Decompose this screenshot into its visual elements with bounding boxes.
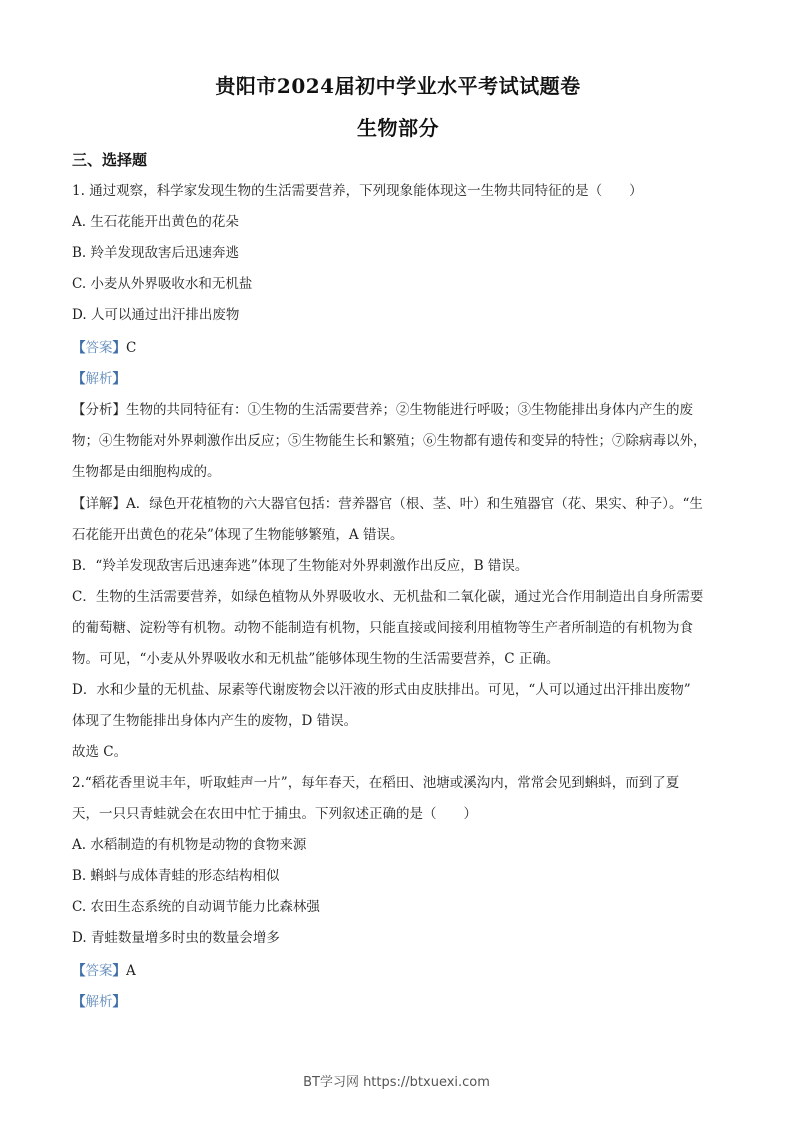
option-key: A. xyxy=(72,214,87,230)
option-key: D. xyxy=(72,307,87,323)
option-key: B. xyxy=(72,868,87,884)
option-key: C. xyxy=(72,899,87,915)
option-text: 生石花能开出黄色的花朵 xyxy=(90,214,239,230)
option-key: B. xyxy=(72,245,87,261)
section-heading: 三、选择题 xyxy=(72,151,148,169)
answer-label: 【答案】 xyxy=(72,340,126,356)
xiangjie-line-5: 的葡萄糖、淀粉等有机物。动物不能制造有机物，只能直接或间接利用植物等生产者所制造的有机物为食 xyxy=(72,620,693,636)
option-text: 农田生态系统的自动调节能力比森林强 xyxy=(90,899,320,915)
answer-label: 【答案】 xyxy=(72,963,126,979)
question-text: 通过观察，科学家发现生物的生活需要营养，下列现象能体现这一生物共同特征的是（ ） xyxy=(89,183,643,199)
xiangjie-line-2: 石花能开出黄色的花朵”体现了生物能够繁殖，A 错误。 xyxy=(72,527,404,543)
xiangjie-line-8: 体现了生物能排出身体内产生的废物，D 错误。 xyxy=(72,713,358,729)
option-key: C. xyxy=(72,276,87,292)
question-1-option-d xyxy=(72,305,239,325)
question-2-option-c xyxy=(72,897,320,917)
question-2-option-b xyxy=(72,866,280,886)
question-1-option-b xyxy=(72,243,239,263)
xiangjie-line-4: C．生物的生活需要营养，如绿色植物从外界吸收水、无机盐和二氧化碳，通过光合作用制造出自身所需要 xyxy=(72,589,704,605)
xiangjie-label: 【详解】 xyxy=(72,496,126,512)
question-1-analysis-label xyxy=(72,369,126,389)
question-2-option-a xyxy=(72,835,306,855)
question-2-stem-line-2: 天，一只只青蛙就会在农田中忙于捕虫。下列叙述正确的是（ ） xyxy=(72,806,477,822)
question-number: 2. xyxy=(72,775,85,791)
answer-value: C xyxy=(126,340,137,356)
xiangjie-line-6: 物。可见，“小麦从外界吸收水和无机盐”能够体现生物的生活需要营养，C 正确。 xyxy=(72,651,560,667)
xiangjie-line-7: D．水和少量的无机盐、尿素等代谢废物会以汗液的形式由皮肤排出。可见，“人可以通过出汗排出废物” xyxy=(72,682,691,698)
answer-value: A xyxy=(126,963,136,979)
option-text: 人可以通过出汗排出废物 xyxy=(90,307,240,323)
xiangjie-line-1: 【详解】A．绿色开花植物的六大器官包括：营养器官（根、茎、叶）和生殖器官（花、果实、种子）。“生 xyxy=(72,496,703,512)
question-number: 1. xyxy=(72,183,85,199)
analysis-label: 【解析】 xyxy=(72,994,126,1010)
fenxi-line-2: 物；④生物能对外界刺激作出反应；⑤生物能生长和繁殖；⑥生物都有遗传和变异的特性；⑦除病毒以外， xyxy=(72,433,707,449)
fenxi-line-1: 【分析】生物的共同特征有：①生物的生活需要营养；②生物能进行呼吸；③生物能排出身体内产生的废 xyxy=(72,402,693,418)
option-text: 羚羊发现敌害后迅速奔逃 xyxy=(90,245,240,261)
option-text: 蝌蚪与成体青蛙的形态结构相似 xyxy=(90,868,280,884)
xiangjie-line-3: B．“羚羊发现敌害后迅速奔逃”体现了生物能对外界刺激作出反应，B 错误。 xyxy=(72,558,529,574)
question-1-stem xyxy=(72,181,643,201)
question-1-answer xyxy=(72,338,136,358)
document-subtitle: 生物部分 xyxy=(357,116,439,140)
option-text: 小麦从外界吸收水和无机盐 xyxy=(90,276,253,292)
document-title: 贵阳市2024届初中学业水平考试试题卷 xyxy=(215,74,581,98)
fenxi-line-3: 生物都是由细胞构成的。 xyxy=(72,464,221,480)
option-key: A. xyxy=(72,837,87,853)
xiangjie-line-9: 故选 C。 xyxy=(72,744,128,760)
question-2-answer xyxy=(72,961,136,981)
question-1-option-c xyxy=(72,274,252,294)
question-2-option-d xyxy=(72,928,280,948)
option-text: 青蛙数量增多时虫的数量会增多 xyxy=(90,930,280,946)
fenxi-label: 【分析】 xyxy=(72,402,126,418)
option-key: D. xyxy=(72,930,87,946)
question-1-option-a xyxy=(72,212,239,232)
watermark-footer: BT学习网 https://btxuexi.com xyxy=(303,1075,490,1090)
question-2-analysis-label xyxy=(72,992,126,1012)
analysis-label: 【解析】 xyxy=(72,371,126,387)
option-text: 水稻制造的有机物是动物的食物来源 xyxy=(90,837,307,853)
question-2-stem-line-1: 2.“稻花香里说丰年，听取蛙声一片”，每年春天，在稻田、池塘或溪沟内，常常会见到蝌蚪，而到了夏 xyxy=(72,775,680,791)
